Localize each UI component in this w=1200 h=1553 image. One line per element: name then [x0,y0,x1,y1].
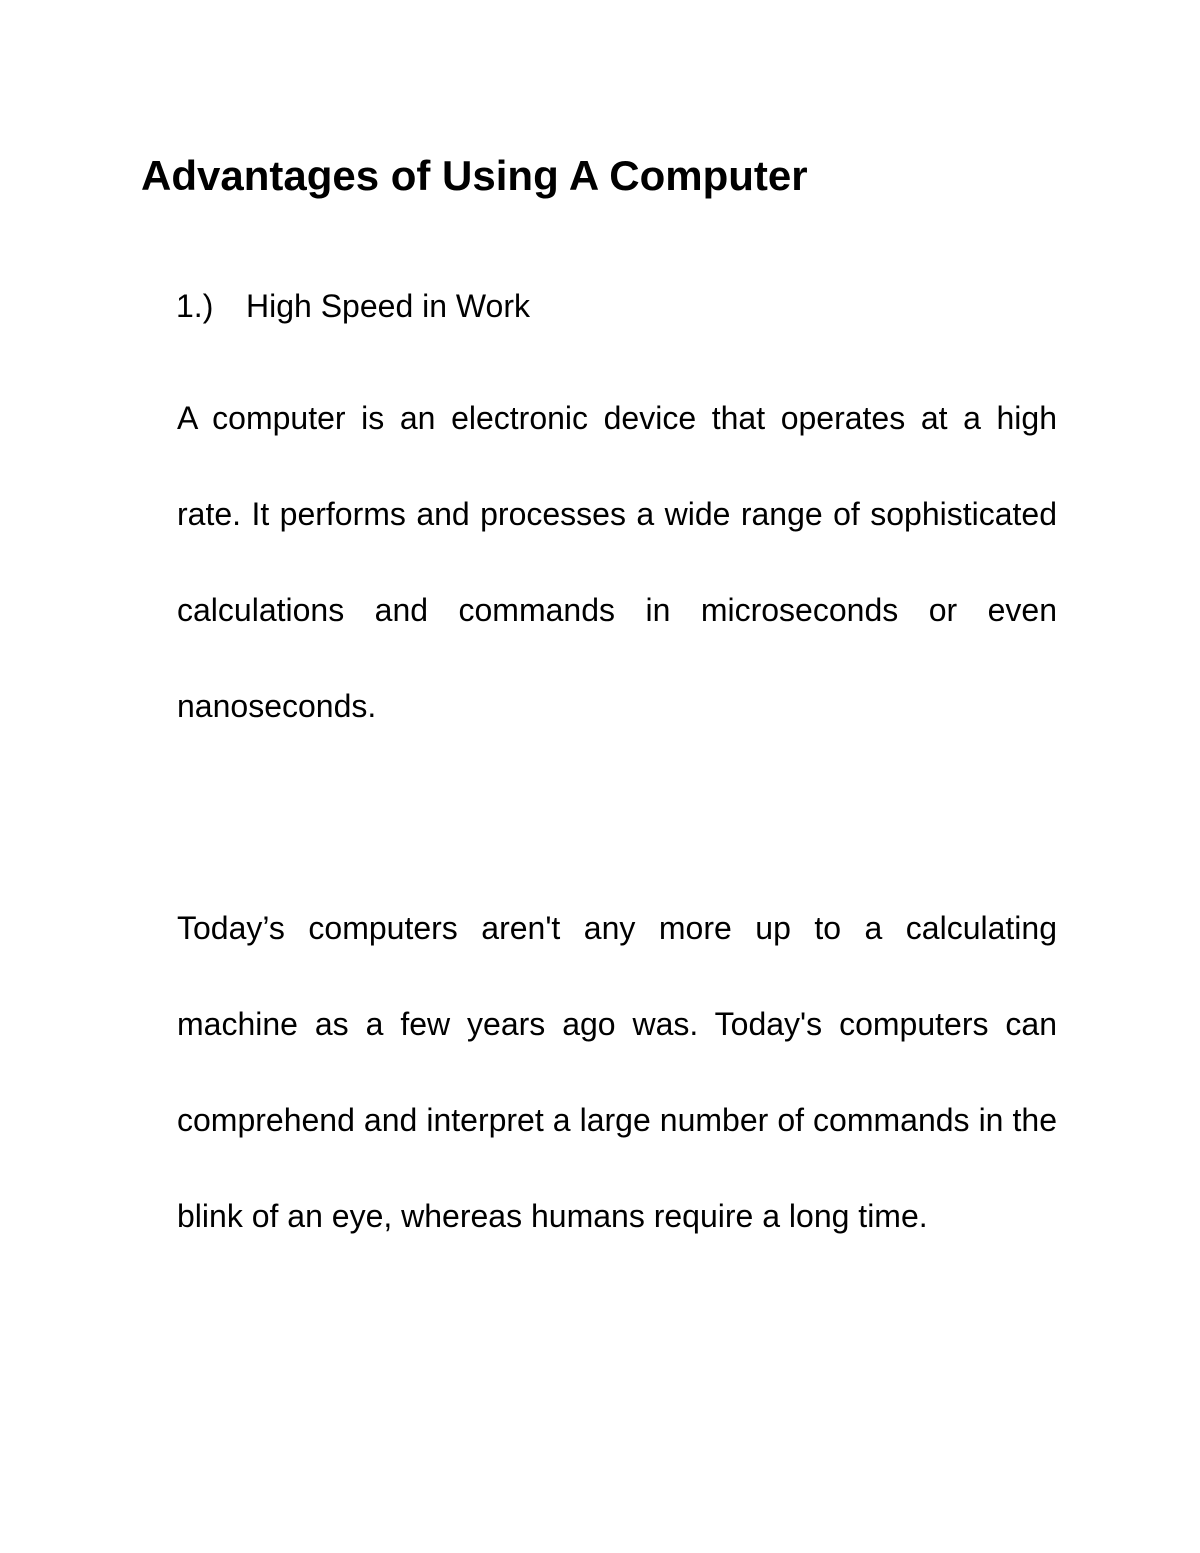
section-number: 1.) [176,288,214,324]
document-title: Advantages of Using A Computer [141,152,808,199]
body-paragraph: A computer is an electronic device that operates at a high rate. It performs and processes a wide range of sophisticated calculations and commands in microseconds or even nanoseconds. [177,400,1057,724]
section-heading [176,284,530,328]
section-heading-text: High Speed in Work [246,288,530,324]
body-paragraph: Today’s computers aren't any more up to a calculating machine as a few years ago was. Today's computers can comprehend and interpret a large number of commands in the blink of an eye, whereas humans require a long time. [177,910,1057,1234]
